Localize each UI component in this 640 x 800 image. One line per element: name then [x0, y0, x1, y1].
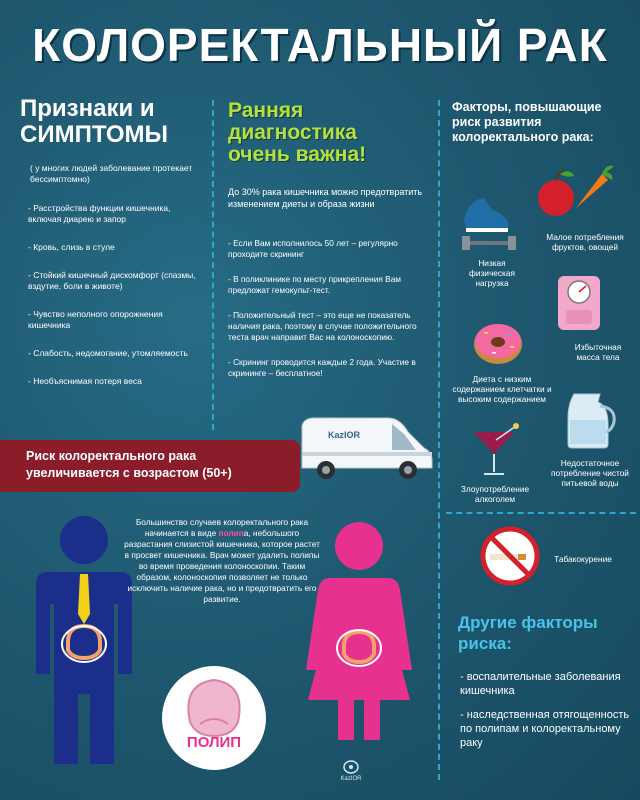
polyp-text-before: Большинство случаев колоректального рака начинается в виде — [135, 517, 309, 538]
list-item: - Кровь, слизь в стуле — [28, 242, 115, 252]
risk-factor-fruits-label: Малое потребления фруктов, овощей — [546, 232, 624, 252]
list-item: - Необъяснимая потеря веса — [28, 376, 142, 386]
divider-left — [212, 100, 214, 430]
signs-title-line1: Признаки и — [20, 95, 155, 122]
fruits-vegetables-icon — [536, 160, 616, 222]
van-logo-text: KazIOR — [328, 430, 361, 440]
risk-factor-smoking-label: Табакокурение — [554, 554, 612, 564]
other-factors-title — [458, 612, 618, 654]
risk-factor-diet-label: Диета с низким содержанием клетчатки и высоким содержанием — [452, 374, 552, 404]
age-risk-banner — [0, 440, 300, 492]
signs-title-line2: СИМПТОМЫ — [20, 121, 169, 148]
diagnostics-title-line1: Ранняя — [228, 99, 304, 122]
scale-icon — [556, 274, 602, 332]
footer-logo-text: KazIOR — [340, 776, 362, 782]
donut-icon — [472, 318, 524, 366]
list-item: - Расстройства функции кишечника, включая диарею и запор — [28, 203, 171, 224]
risk-factor-alcohol-label: Злоупотребление алкоголем — [460, 484, 530, 504]
list-item: - Чувство неполного опорожнения кишечника — [28, 309, 163, 330]
divider-bottom — [446, 512, 636, 514]
list-item: - Положительный тест – это еще не показатель наличия рака, поэтому в случае положительного теста врач направит Вас на колоноскопию. — [228, 310, 417, 342]
water-jug-icon — [560, 388, 618, 450]
signs-note: ( у многих людей заболевание протекает бессимптомно) — [30, 163, 193, 184]
diagnostics-intro: До 30% рака кишечника можно предотвратить изменением диеты и образа жизни — [228, 187, 423, 209]
other-factors-list — [460, 670, 630, 760]
polyp-label: ПОЛИП — [186, 734, 242, 751]
risk-factor-activity-label: Низкая физическая нагрузка — [469, 258, 515, 288]
list-item: - Слабость, недомогание, утомляемость — [28, 348, 188, 358]
risk-factor-water-label: Недостаточное потребление чистой питьевой воды — [551, 458, 629, 488]
list-item: - Если Вам исполнилось 50 лет – регулярно проходите скрининг — [228, 238, 398, 259]
polyp-description — [122, 517, 322, 605]
divider-right — [438, 100, 440, 780]
risk-factors-title: Факторы, повышающие риск развития колоректального рака: — [452, 100, 602, 144]
sneakers-dumbbell-icon — [458, 190, 522, 250]
ambulance-van-icon — [296, 412, 438, 480]
other-factors-title-line2: риска: — [458, 634, 512, 653]
list-item: - наследственная отягощенность по полипам и колоректальному раку — [460, 709, 630, 749]
kazior-logo-icon — [343, 760, 359, 774]
polyp-badge-icon — [160, 664, 268, 772]
diagnostics-list — [228, 238, 424, 393]
polyp-text-after: а, небольшого разрастания слизистой кишечника, которое растет в просвет кишечника. Врач может удалить полипы во время проведения колоноскопии. Таким образом, колоноскопия позволяет не только исключить наличие рака, но и предотвратить его развитие. — [124, 528, 320, 604]
list-item: - В поликлинике по месту прикрепления Вам предложат гемокульт-тест. — [228, 274, 402, 295]
signs-title — [20, 96, 210, 148]
page-title: КОЛОРЕКТАЛЬНЫЙ РАК — [32, 19, 608, 71]
age-risk-line2: увеличивается с возрастом (50+) — [26, 466, 232, 480]
diagnostics-title-line2: диагностика — [228, 121, 357, 144]
polyp-highlight: полип — [218, 528, 244, 538]
list-item: - Скрининг проводится каждые 2 года. Участие в скрининге – бесплатное! — [228, 357, 416, 378]
list-item: - воспалительные заболевания кишечника — [460, 671, 621, 697]
diagnostics-title-line3: очень важна! — [228, 143, 367, 166]
signs-list — [28, 203, 206, 404]
other-factors-title-line1: Другие факторы — [458, 613, 598, 632]
age-risk-line1: Риск колоректального рака — [26, 449, 197, 463]
list-item: - Стойкий кишечный дискомфорт (спазмы, вздутие, боли в животе) — [28, 270, 196, 291]
cocktail-icon — [470, 424, 522, 478]
diagnostics-title — [228, 100, 398, 166]
no-smoking-icon — [480, 526, 540, 586]
risk-factor-weight-label: Избыточная масса тела — [574, 342, 622, 362]
